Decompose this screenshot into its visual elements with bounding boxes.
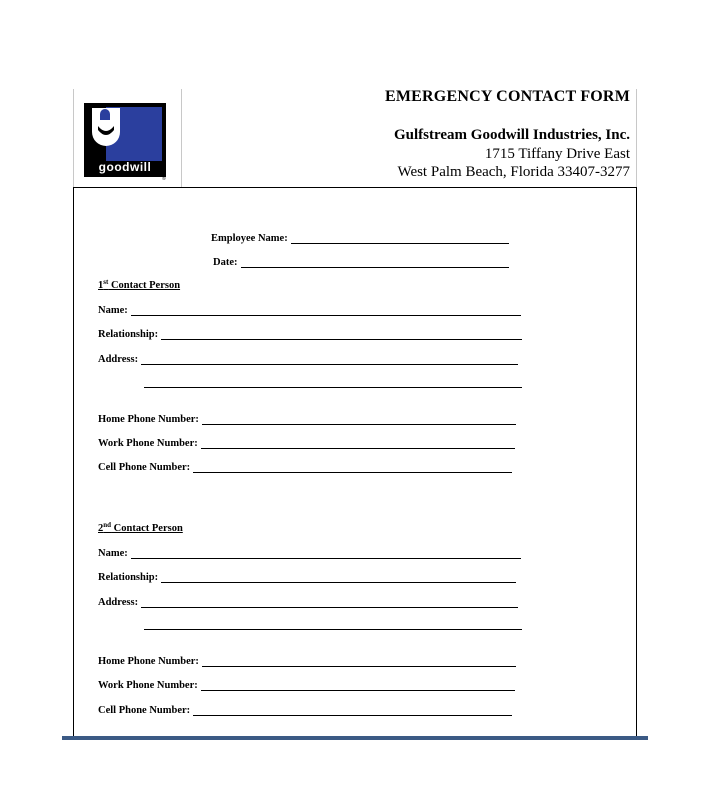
contact-1-address-field[interactable]	[98, 351, 518, 365]
date-label: Date:	[213, 257, 238, 268]
contact-1-work-phone-label: Work Phone Number:	[98, 438, 198, 449]
contact-1-relationship-label: Relationship:	[98, 329, 159, 340]
contact-2-heading: 2nd Contact Person	[98, 521, 183, 534]
contact-2-address-line-2[interactable]	[144, 628, 522, 630]
contact-2-address-field[interactable]	[98, 594, 518, 608]
date-line[interactable]	[241, 256, 509, 268]
contact-1-address-line-2[interactable]	[144, 386, 522, 388]
contact-2-name-line[interactable]	[131, 547, 521, 559]
contact-1-cell-phone-label: Cell Phone Number:	[98, 462, 191, 473]
contact-2-cell-phone-label: Cell Phone Number:	[98, 705, 191, 716]
contact-1-home-phone-line[interactable]	[202, 413, 516, 425]
form-right-border	[636, 187, 637, 736]
address-line-2: West Palm Beach, Florida 33407-3277	[397, 164, 630, 180]
header-right-border	[636, 89, 637, 187]
employee-name-label: Employee Name:	[211, 233, 288, 244]
contact-1-name-line[interactable]	[131, 304, 521, 316]
contact-2-work-phone-line[interactable]	[201, 679, 515, 691]
footer-accent-bar	[62, 736, 648, 740]
contact-1-name-label: Name:	[98, 305, 128, 316]
form-left-border	[73, 187, 74, 736]
address-line-1: 1715 Tiffany Drive East	[484, 146, 630, 162]
contact-2-work-phone-label: Work Phone Number:	[98, 680, 198, 691]
logo-registered-mark: ®	[162, 176, 166, 182]
contact-2-relationship-field[interactable]	[98, 569, 516, 583]
contact-1-address-line[interactable]	[141, 353, 518, 365]
contact-1-name-field[interactable]	[98, 302, 521, 316]
contact-1-relationship-line[interactable]	[161, 328, 522, 340]
contact-2-work-phone-field[interactable]	[98, 677, 515, 691]
contact-1-address-label: Address:	[98, 354, 139, 365]
contact-2-address-line[interactable]	[141, 596, 518, 608]
employee-name-field[interactable]	[211, 230, 509, 244]
date-field[interactable]	[213, 254, 509, 268]
form-title: EMERGENCY CONTACT FORM	[385, 88, 630, 105]
organization-name: Gulfstream Goodwill Industries, Inc.	[394, 127, 630, 143]
header-divider	[181, 89, 182, 187]
contact-2-cell-phone-field[interactable]	[98, 702, 512, 716]
contact-2-home-phone-label: Home Phone Number:	[98, 656, 199, 667]
contact-1-cell-phone-line[interactable]	[193, 461, 512, 473]
contact-1-home-phone-field[interactable]	[98, 411, 516, 425]
contact-2-relationship-label: Relationship:	[98, 572, 159, 583]
contact-2-home-phone-line[interactable]	[202, 655, 516, 667]
logo-wordmark: goodwill	[98, 160, 152, 174]
smiling-g-icon	[88, 106, 124, 148]
contact-1-work-phone-field[interactable]	[98, 435, 515, 449]
contact-2-relationship-line[interactable]	[161, 571, 516, 583]
contact-2-cell-phone-line[interactable]	[193, 704, 512, 716]
contact-1-home-phone-label: Home Phone Number:	[98, 414, 199, 425]
employee-name-line[interactable]	[291, 232, 509, 244]
goodwill-logo	[84, 103, 166, 177]
contact-1-heading: 1st Contact Person	[98, 278, 181, 291]
contact-1-cell-phone-field[interactable]	[98, 459, 512, 473]
contact-2-address-label: Address:	[98, 597, 139, 608]
header-bottom-rule	[73, 187, 637, 188]
contact-2-home-phone-field[interactable]	[98, 653, 516, 667]
contact-2-name-field[interactable]	[98, 545, 521, 559]
contact-2-name-label: Name:	[98, 548, 128, 559]
contact-1-relationship-field[interactable]	[98, 326, 522, 340]
header-left-border	[73, 89, 74, 187]
contact-1-work-phone-line[interactable]	[201, 437, 515, 449]
